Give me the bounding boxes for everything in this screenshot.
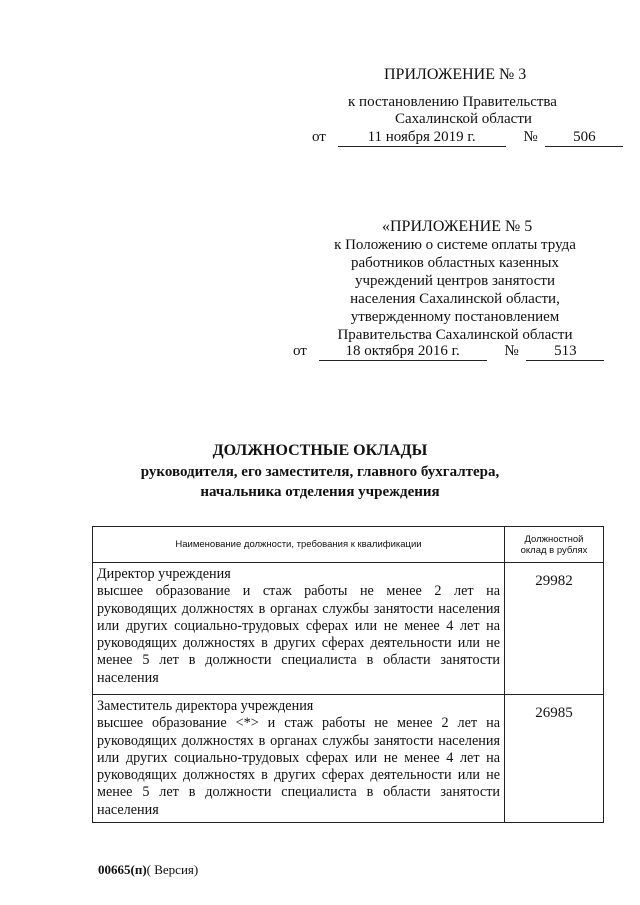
table-row (93, 695, 604, 823)
position-requirements: высшее образование и стаж работы не менее 2 лет на руководящих должностях в органах службы занятости населения или других социально-трудовых сферах или не менее 4 лет на руководящих должностях в других сферах деятельности или не менее 5 лет в должности специалиста в области занятости населения (97, 583, 500, 686)
from-label: от (293, 343, 307, 359)
appendix-5-line: Правительства Сахалинской области (337, 327, 573, 343)
document-code: 00665(п) (98, 862, 147, 877)
appendix-5-line: к Положению о системе оплаты труда (334, 237, 576, 253)
salary-column-header (505, 527, 604, 563)
appendix-3-number: 506 (545, 130, 623, 147)
position-cell (93, 695, 505, 823)
position-name: Заместитель директора учреждения (97, 698, 314, 714)
position-cell (93, 563, 505, 695)
salary-cell (505, 695, 604, 823)
table-header-row (93, 527, 604, 563)
salary-cell (505, 563, 604, 695)
appendix-5-line: работников областных казенных (351, 255, 559, 271)
document-version: ( Версия) (146, 862, 199, 877)
appendix-3-date-row (312, 129, 623, 147)
number-label: № (523, 129, 538, 145)
document-subtitle-line1: руководителя, его заместителя, главного бухгалтера, (140, 464, 500, 480)
appendix-5-date: 18 октября 2016 г. (319, 344, 487, 361)
appendix-5-title: «ПРИЛОЖЕНИЕ № 5 (382, 218, 533, 235)
appendix-5-number: 513 (526, 344, 604, 361)
salary-header-line1: Должностной (524, 533, 584, 545)
appendix-5-date-row (293, 343, 604, 361)
position-name: Директор учреждения (97, 566, 231, 582)
appendix-5-line: утвержденному постановлением (350, 309, 560, 325)
document-title: ДОЛЖНОСТНЫЕ ОКЛАДЫ (212, 442, 428, 459)
salary-value: 29982 (535, 573, 573, 589)
table-row (93, 563, 604, 695)
appendix-3-ref-line1: к постановлению Правительства (348, 94, 557, 110)
footer-code (98, 862, 198, 878)
position-column-header: Наименование должности, требования к квалификации (93, 527, 505, 563)
position-requirements: высшее образование <*> и стаж работы не менее 2 лет на руководящих должностях в органах службы занятости населения или других социально-трудовых сферах или не менее 4 лет на руководящих должностях в других сферах деятельности или не менее 5 лет в должности специалиста в области занятости населения (97, 715, 500, 818)
appendix-3-ref-line2: Сахалинской области (395, 111, 532, 127)
from-label: от (312, 129, 326, 145)
appendix-5-line: учреждений центров занятости (355, 273, 555, 289)
appendix-5-line: населения Сахалинской области, (350, 291, 560, 307)
salary-value: 26985 (535, 705, 573, 721)
salary-header-line2: оклад в рублях (520, 544, 588, 556)
appendix-3-title: ПРИЛОЖЕНИЕ № 3 (384, 66, 527, 83)
appendix-3-date: 11 ноября 2019 г. (338, 130, 506, 147)
number-label: № (504, 343, 519, 359)
document-subtitle-line2: начальника отделения учреждения (200, 484, 440, 500)
salary-table (92, 526, 604, 823)
